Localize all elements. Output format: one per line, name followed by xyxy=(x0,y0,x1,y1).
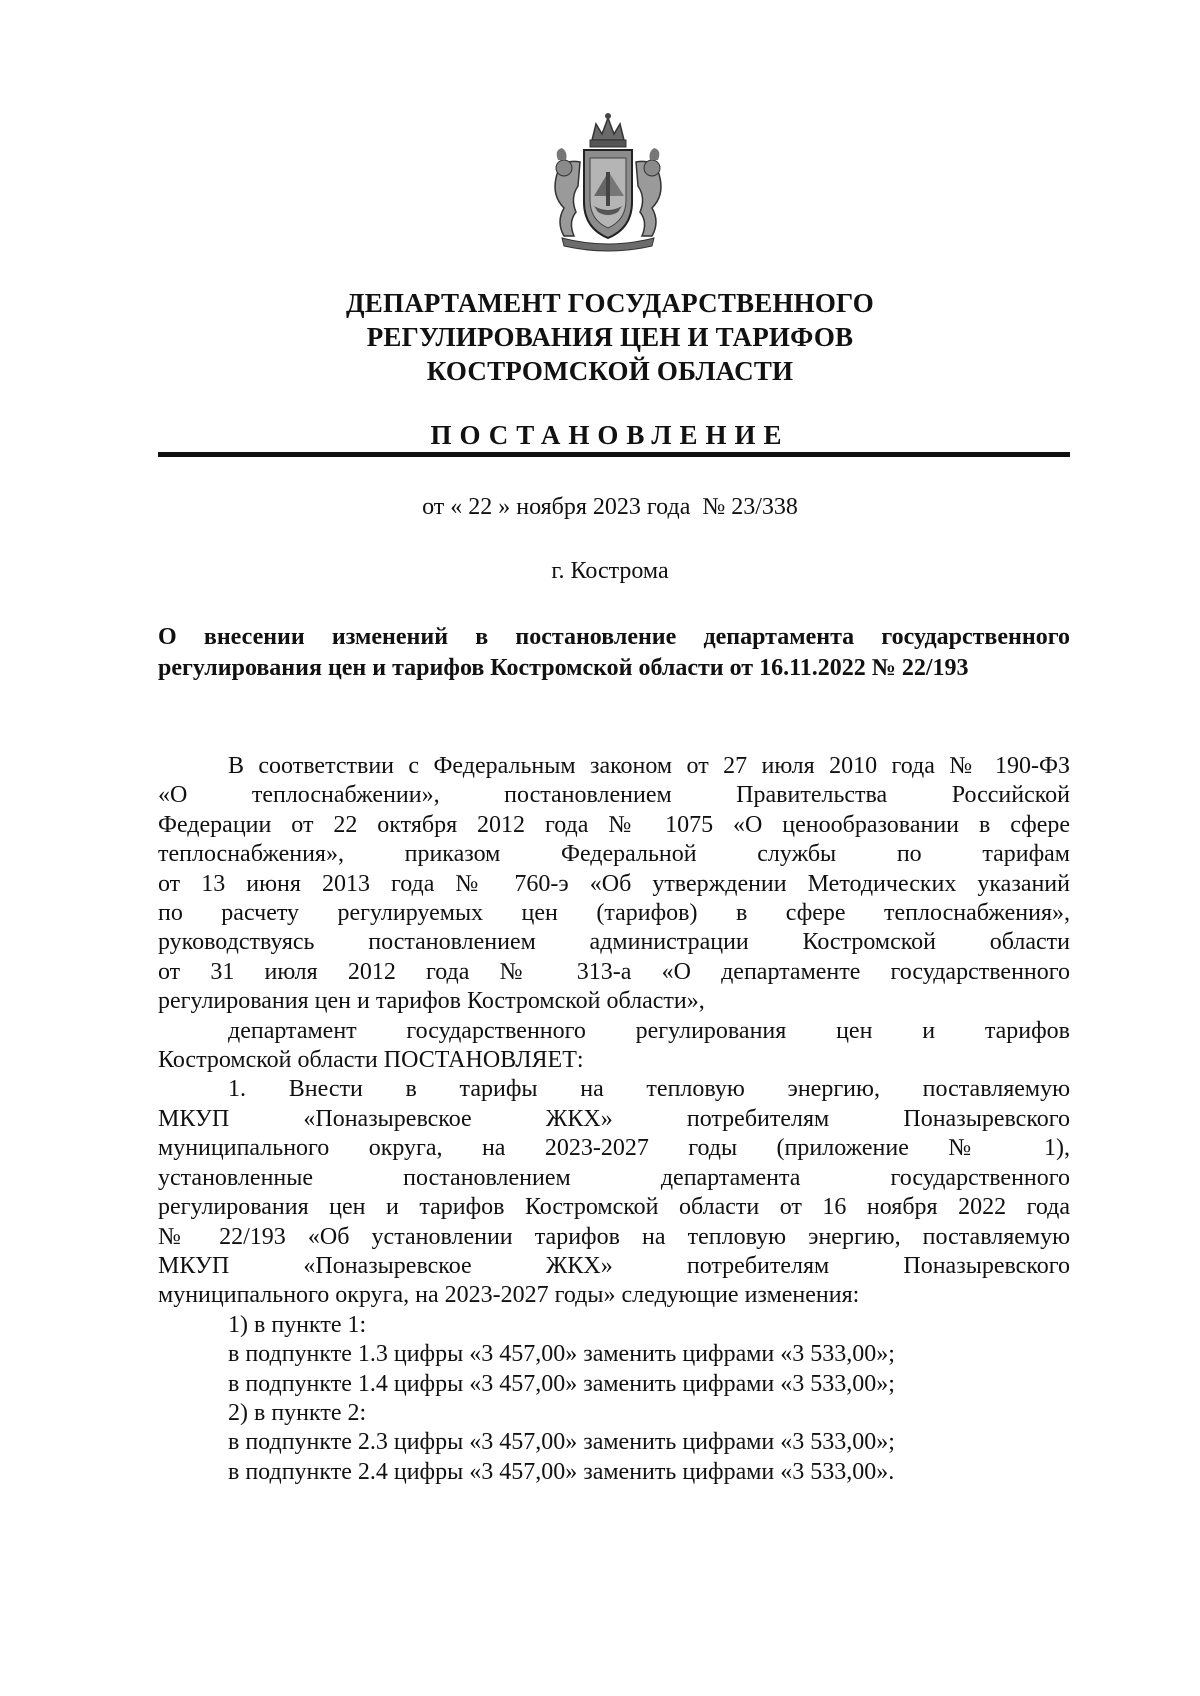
body-line: в подпункте 2.3 цифры «3 457,00» заменить цифрами «3 533,00»; xyxy=(228,1429,895,1456)
body-line: в подпункте 1.4 цифры «3 457,00» заменить цифрами «3 533,00»; xyxy=(228,1370,895,1397)
body-line: установленные постановлением департамента государственного xyxy=(158,1164,1070,1191)
body-line: Федерации от 22 октября 2012 года № 1075 «О ценообразовании в сфере xyxy=(158,811,1070,838)
body-line: от 31 июля 2012 года № 313-а «О департаменте государственного xyxy=(158,958,1070,985)
body-line: 1. Внести в тарифы на тепловую энергию, поставляемую xyxy=(228,1076,1070,1103)
department-title xyxy=(150,286,1070,388)
department-title-line: КОСТРОМСКОЙ ОБЛАСТИ xyxy=(426,356,794,386)
body-line: МКУП «Поназыревское ЖКХ» потребителям Поназыревского xyxy=(158,1105,1070,1132)
subject-line: регулирования цен и тарифов Костромской области от 16.11.2022 № 22/193 xyxy=(158,655,969,681)
department-title-line: ДЕПАРТАМЕНТ ГОСУДАРСТВЕННОГО xyxy=(346,288,874,318)
document-city: г. Кострома xyxy=(551,558,669,584)
body-line: муниципального округа, на 2023-2027 годы» следующие изменения: xyxy=(158,1282,860,1309)
body-line: Костромской области ПОСТАНОВЛЯЕТ: xyxy=(158,1047,584,1074)
body-line: регулирования цен и тарифов Костромской области от 16 ноября 2022 года xyxy=(158,1194,1070,1221)
department-title-line: РЕГУЛИРОВАНИЯ ЦЕН И ТАРИФОВ xyxy=(366,322,854,352)
body-line: МКУП «Поназыревское ЖКХ» потребителям Поназыревского xyxy=(158,1252,1070,1279)
body-line: в подпункте 2.4 цифры «3 457,00» заменить цифрами «3 533,00». xyxy=(228,1458,895,1485)
body-line: руководствуясь постановлением администрации Костромской области xyxy=(158,929,1070,956)
document-type: ПОСТАНОВЛЕНИЕ xyxy=(430,420,790,450)
body-line: 1) в пункте 1: xyxy=(228,1311,367,1338)
body-line: департамент государственного регулирования цен и тарифов xyxy=(228,1017,1070,1044)
body-line: «О теплоснабжении», постановлением Правительства Российской xyxy=(158,782,1070,809)
subject-line: О внесении изменений в постановление департамента государственного xyxy=(158,624,1070,650)
header-divider xyxy=(158,452,1070,457)
body-line: теплоснабжения», приказом Федеральной службы по тарифам xyxy=(158,841,1070,868)
body-line: № 22/193 «Об установлении тарифов на тепловую энергию, поставляемую xyxy=(158,1223,1070,1250)
document-subject xyxy=(158,622,1070,684)
body-line: по расчету регулируемых цен (тарифов) в сфере теплоснабжения», xyxy=(158,900,1070,927)
body-line: регулирования цен и тарифов Костромской области», xyxy=(158,988,705,1015)
body-line: 2) в пункте 2: xyxy=(228,1399,367,1426)
body-line: от 13 июня 2013 года № 760-э «Об утверждении Методических указаний xyxy=(158,870,1070,897)
body-line: в подпункте 1.3 цифры «3 457,00» заменить цифрами «3 533,00»; xyxy=(228,1341,895,1368)
body-line: В соответствии с Федеральным законом от 27 июля 2010 года № 190-ФЗ xyxy=(228,753,1070,779)
coat-of-arms-icon xyxy=(534,110,682,258)
document-body xyxy=(158,752,1070,1487)
body-line: муниципального округа, на 2023-2027 годы (приложение № 1), xyxy=(158,1135,1070,1162)
document-date-number: от « 22 » ноября 2023 года № 23/338 xyxy=(422,494,798,520)
